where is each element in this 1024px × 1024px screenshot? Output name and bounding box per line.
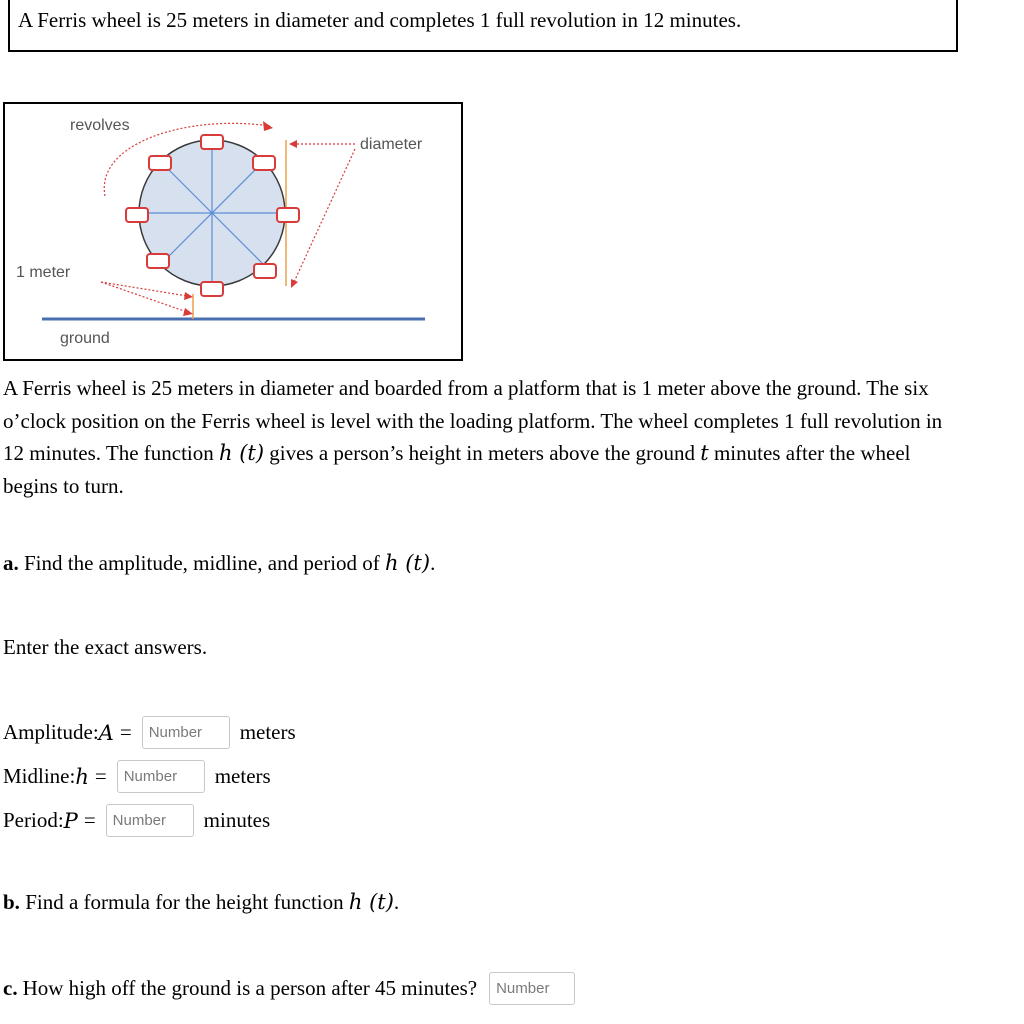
part-a-function: h (t) [385,551,431,575]
amplitude-row [3,716,296,749]
period-label: Period: [3,808,64,832]
label-revolves: revolves [70,117,130,134]
amplitude-input[interactable] [142,716,230,749]
period-row [3,804,270,837]
problem-text-2: gives a person’s height in meters above the ground [264,441,701,465]
part-a-suffix: . [430,551,436,575]
midline-input[interactable] [117,760,205,793]
part-c-input[interactable] [489,972,575,1005]
part-b-question [3,890,399,915]
part-c-row [3,972,575,1005]
header-box [8,0,958,52]
part-a-instruction: Enter the exact answers. [3,635,208,659]
problem-text-1: A Ferris wheel is 25 meters in diameter and boarded from a platform that is 1 meter above the ground. The six o’clock position on the Ferris wheel is level with the loading platform. The wheel completes 1 full revolution in 12 minutes. The function [3,376,943,465]
period-var: P [63,808,78,833]
part-a-text: Find the amplitude, midline, and period of [24,551,386,575]
part-b-text: Find a formula for the height function [25,890,349,914]
part-a-prefix: a. [3,551,19,575]
part-c-text: How high off the ground is a person after 45 minutes? [22,976,478,1000]
amplitude-unit: meters [239,720,296,744]
part-c-prefix: c. [3,976,18,1000]
variable-t: t [700,441,709,465]
one-meter-arrowhead-a [184,292,193,300]
midline-eq: = [94,764,107,788]
period-input[interactable] [106,804,194,837]
midline-row [3,760,271,793]
revolves-arrowhead [263,121,273,131]
one-meter-arrow-a [101,282,187,296]
problem-statement [3,372,963,502]
problem-text-3: minutes after the wheel begins to turn. [3,441,911,498]
diameter-arrowhead-top [289,140,297,148]
diameter-arrow-bottom [294,149,355,282]
period-unit: minutes [203,808,271,832]
midline-var: h [75,764,89,789]
midline-label: Midline: [3,764,76,788]
part-b-suffix: . [393,890,400,914]
header-text: A Ferris wheel is 25 meters in diameter and completes 1 full revolution in 12 minutes. [18,8,742,32]
part-b-function: h (t) [348,890,394,914]
ferris-wheel-figure [3,102,463,361]
part-a-question [3,551,435,576]
amplitude-label: Amplitude: [3,720,99,744]
one-meter-arrow-b [101,282,187,312]
label-diameter: diameter [360,136,423,153]
label-ground: ground [60,330,110,347]
function-h-t: h (t) [219,441,265,465]
period-eq: = [83,808,96,832]
amplitude-eq: = [119,720,132,744]
part-b-prefix: b. [3,890,20,914]
amplitude-var: A [98,720,114,745]
one-meter-arrowhead-b [183,308,193,316]
midline-unit: meters [214,764,271,788]
label-one-meter: 1 meter [16,264,71,281]
